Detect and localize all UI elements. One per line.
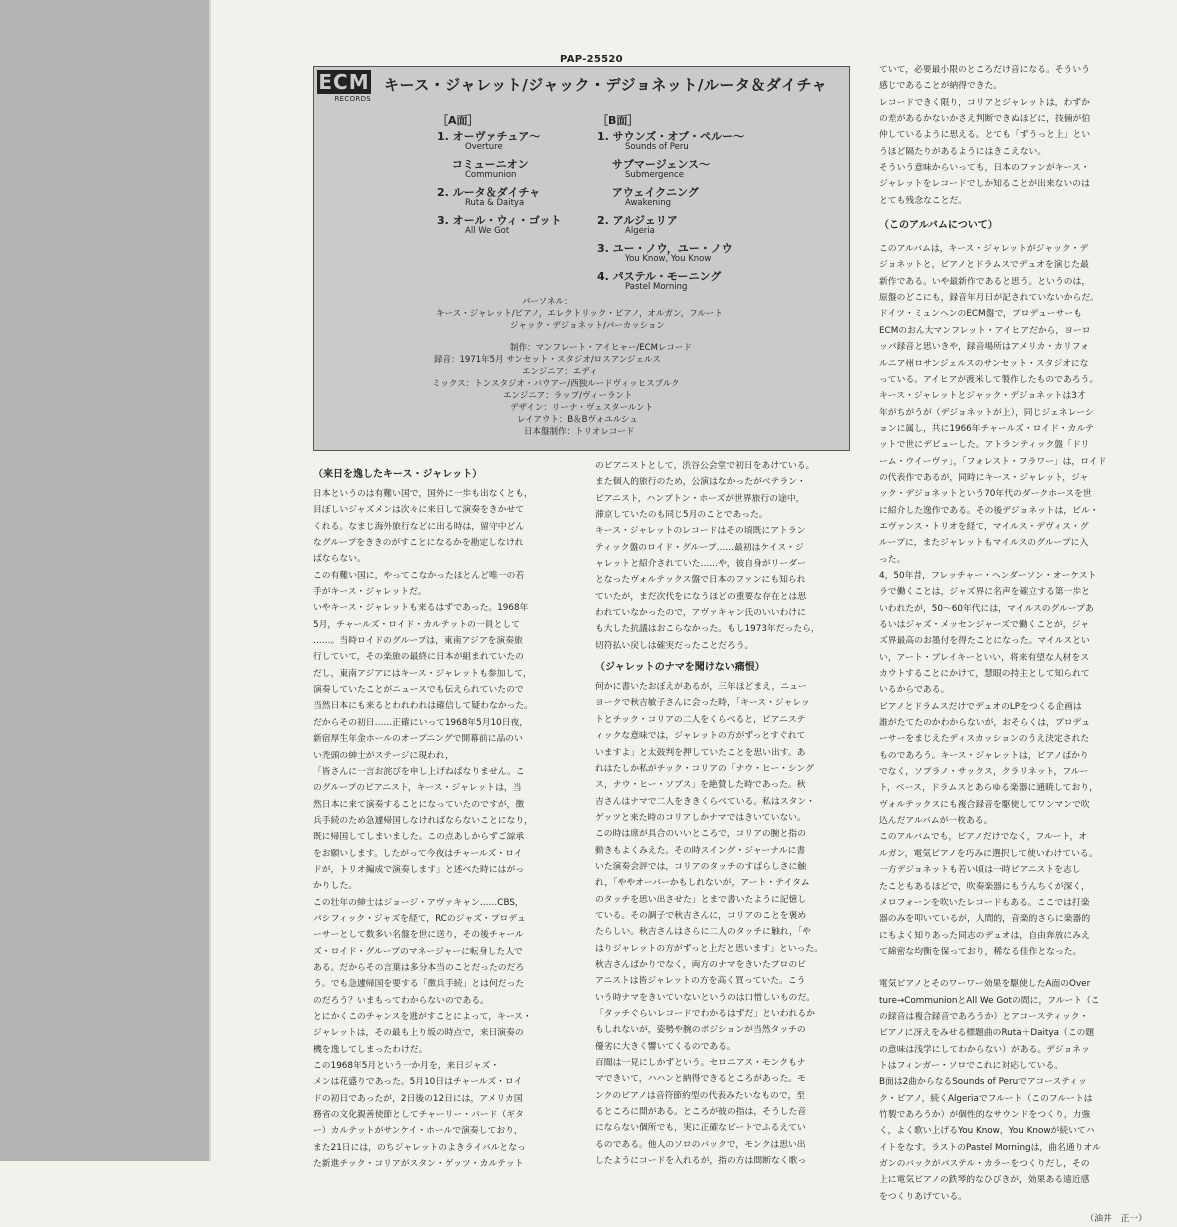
body-line: ドの初日であったが，2日後の12日には，アメリカ国 [313, 1093, 523, 1104]
liner-notes-column-3 [879, 62, 1147, 1227]
body-line: ものであろう。キース・ジャレットは，ピアノばかり [879, 750, 1089, 761]
body-line: 仲しているように思える。とても「ずうっと上」とい [879, 130, 1091, 141]
ecm-logo-mark: ECM [318, 70, 370, 94]
body-line: ピアノに冴えをみせる標題曲のRuta＋Daitya（この題 [879, 1028, 1095, 1039]
body-line: ッパ録音と思いきや，録音場所はアメリカ・カリフォ [879, 342, 1089, 353]
body-line: ある。だからその言葉は多分本当のことだったのだろ [313, 962, 525, 973]
body-line: ている。その調子で秋吉さんに，コリアのことを褒め [595, 910, 807, 921]
body-line: の意味は浅学にしてわからない）がある。デジョネッ [879, 1044, 1090, 1055]
body-line: 誰がたてたのかわからないが，おそらくは，プロデュ [879, 718, 1090, 729]
track-item [597, 243, 733, 264]
body-line: たこともあるほどで，吹奏楽器にもうんちくが深く， [879, 881, 1090, 892]
body-line: 感じであることが納得できた。 [879, 81, 1003, 92]
body-line: 「皆さんに一言お詫びを申し上げねばなりません。こ [313, 766, 525, 777]
body-line: ー）カルテットがサンケイ・ホールで演奏しており， [313, 1126, 523, 1137]
body-line: 目ぼしいジャズメンは次々に来日して演奏をきかせて [313, 505, 524, 516]
track-item [437, 159, 529, 180]
body-line: 行していて，その楽旅の最終に日本が組まれていたの [313, 652, 524, 663]
body-line: 込んだアルバムが一枚ある。 [879, 816, 993, 827]
body-line: ジャレットは，その最も上り坂の時点で，来日演奏の [313, 1028, 524, 1039]
body-line: ピアノとドラムスだけでデュオのLPをつくる企画は [879, 701, 1082, 712]
body-line: 動きもよくみえた。その時スイング・ジャーナルに書 [595, 845, 806, 856]
catalog-number: PAP-25520 [560, 54, 623, 65]
body-line: このアルバムは，キース・ジャレットがジャック・デ [879, 244, 1089, 255]
body-line: そういう意味からいっても，日本のファンがキース・ [879, 163, 1090, 174]
body-line: 優劣に大きく響いてくるのである。 [595, 1041, 736, 1052]
body-line: マできいて，ハハンと納得できるところがあった。モ [595, 1074, 806, 1085]
ecm-logo [317, 70, 371, 106]
body-line: だし，東南アジアにはキース・ジャレットも参加して， [313, 668, 532, 679]
track-title-jp: サブマージェンス～ [597, 158, 711, 171]
track-title-en: Sounds of Peru [625, 142, 689, 152]
body-line: ……。当時ロイドのグループは，東南アジアを演奏旅 [313, 636, 523, 647]
body-line: の代表作であるが，同時にキース・ジャレット，ジャ [879, 472, 1089, 483]
body-line: にならない個所でも，実に正確なビートでふるえてい [595, 1123, 806, 1134]
credit-mix-engineer: エンジニア：ラップ/ヴィーラント [503, 391, 633, 401]
body-line: のだろう？いまもってわからないのである。 [313, 995, 489, 1006]
body-line: 4，50年昔，フレッチャー・ヘンダーソン・オーケスト [879, 570, 1097, 581]
body-line: ゲッツと来た時のコリアしかナマではきいていない。 [595, 812, 806, 823]
body-line: ヨークで秋吉敏子さんに会った時，「キース・ジャレッ [595, 698, 810, 709]
personnel-jack: ジャック・デジョネット/パーカッション [510, 321, 665, 331]
body-line: にもよく知りあった同志のデュオは，自由奔放にみえ [879, 930, 1090, 941]
body-line: だからその初日……正確にいって1968年5月10日夜， [313, 717, 529, 728]
body-line: たらしい。秋吉さんはさらに二人のタッチに触れ，「や [595, 927, 812, 938]
body-line: 秋吉さんばかりでなく，両方のナマをきいたプロのピ [595, 959, 806, 970]
body-line: ト，ベース，ドラムスとあらゆる楽器に通暁しており， [879, 783, 1098, 794]
ecm-records-text: RECORDS [334, 95, 371, 103]
column2-heading: （ジャレットのナマを聞けない痛恨） [595, 662, 765, 674]
track-title-en: Communion [465, 170, 517, 180]
track-title-jp: 2. ルータ＆ダイチャ [437, 186, 541, 199]
body-line: われていなかったので，アヴァキャン氏のいいわけに [595, 608, 806, 619]
column1-heading: （来日を逸したキース・ジャレット） [313, 469, 483, 480]
track-title-jp: 3. ユー・ノウ，ユー・ノウ [597, 242, 733, 255]
body-line: て綿密な均衡を保っており，稀なる佳作となった。 [879, 946, 1082, 957]
body-line: ットで世にデビューした。アトランティック盤「ドリ [879, 440, 1090, 451]
body-line: したようにコードを入れるが，指の方は間断なく歌っ [595, 1156, 807, 1167]
body-line: 切符払い戻しは確実だったことだろう。 [595, 640, 754, 651]
body-line: のタッチを思い出させた」とまで書いたように記憶し [595, 894, 807, 905]
body-line: また個人的旅行のため，公演はなかったがベテラン・ [595, 477, 806, 488]
track-item [597, 215, 678, 236]
body-line: ループに，またジャレットもマイルスのグループに入 [879, 538, 1089, 549]
body-line: うほど隔たりがあるようにはきこえない。 [879, 146, 1047, 157]
track-title-en: Pastel Morning [625, 282, 688, 292]
body-line: ドが，トリオ編成で演奏します」と述べた時にはがっ [313, 864, 525, 875]
body-line: 器のみを叩いているが，人間的，音楽的さらに楽器的 [879, 914, 1091, 925]
body-line: も大した抗議はおこらなかった。もし1973年だったら， [595, 624, 820, 635]
body-line: ture→CommunionとAll We Gotの間に，フルート（こ [879, 995, 1100, 1006]
body-line: 「タッチぐらいレコードでわかるはずだ」といわれるか [595, 1009, 815, 1019]
body-line: くれる。なまじ海外旅行などに出る時は，留守中どん [313, 521, 525, 532]
body-line: う。でも急遽帰国を要する「徴兵手続」とは何だった [313, 979, 525, 990]
body-line: 竹製であろうか）が個性的なサウンドをつくり，力強 [879, 1109, 1091, 1120]
track-item [437, 131, 540, 152]
body-line: ンクのピアノは音符節約型の代表みたいなもので，至 [595, 1090, 806, 1101]
track-item [437, 215, 562, 236]
track-title-jp: 4. パステル・モーニング [597, 270, 722, 283]
body-line: エヴァンス・トリオを経て，マイルス・デヴィス・グ [879, 521, 1089, 532]
body-line: ルニア州ロサンジェルスのサンセット・スタジオにな [879, 358, 1089, 369]
body-line: をお願いします。したがって今夜はチャールズ・ロイ [313, 848, 523, 859]
body-line: ていたが，まだ次代をになうほどの重要な存在とは思 [595, 591, 807, 602]
body-line: この有難い国に，やってこなかったほとんど唯一の若 [313, 570, 525, 581]
credit-engineer: エンジニア：エディ [522, 367, 598, 377]
body-line: ャレットと紹介されていた……や，彼自身がリーダー [595, 559, 806, 570]
body-line: れはたしか私がチック・コリアの「ナウ・ヒー・シング [595, 763, 814, 774]
body-line: 滞京していたのも同じ5月のことであった。 [595, 510, 768, 521]
body-line: 何かに書いたおぼえがあるが，三年ほどまえ，ニュー [595, 682, 807, 693]
credit-japan-production: 日本盤制作：トリオレコード [524, 427, 635, 437]
track-title-en: Awakening [625, 198, 672, 208]
body-line: い禿頭の紳士がステージに現われ， [313, 750, 454, 761]
body-line: いわれたが，50～60年代には，マイルスのグループあ [879, 603, 1094, 614]
body-line: ばならない。 [313, 554, 366, 565]
body-line: 新作である。いや最新作であると思う。というのは， [879, 276, 1091, 287]
body-line: ズ・ロイド・グループのマネージャーに転身した人で [313, 946, 523, 957]
body-line: 兵手続のため急遽帰国しなければならないことになり， [313, 815, 533, 826]
body-line: 年がちがうが（デジョネットが上），同じジェネレーシ [879, 407, 1094, 418]
body-line: っている。アイヒアが渡米して製作したものであろう。 [879, 374, 1099, 385]
body-line: パシフィック・ジャズを経て，RCのジャズ・プロデュ [313, 913, 526, 924]
body-line: るいはジャズ・メッセンジャーズで働くことが，ジャ [879, 620, 1089, 630]
body-line: 演奏していたことがニュースでも伝えられていたので [313, 685, 524, 696]
body-line: ィックな意味では，ジャレットの方がずっとすぐれて [595, 731, 806, 742]
body-line: ECMのおん大マンフレット・アイヒアだから，ヨーロ [879, 325, 1091, 336]
author-signature: （油井 正一） [1085, 1214, 1147, 1225]
body-line: ルガン，電気ピアノを巧みに選択して使いわけている。 [879, 848, 1098, 859]
body-line: キース・ジャレットとジャック・デジョネットは3才 [879, 391, 1086, 402]
sidebar-divider [209, 0, 211, 1161]
body-line: 機を逸してしまったわけだ。 [313, 1044, 428, 1055]
body-line: となったヴォルテックス盤で日本のファンにも知られ [595, 575, 806, 586]
track-title-jp: 1. サウンズ・オブ・ペルー～ [597, 130, 745, 143]
body-line: ック・デジョネットという70年代のダークホースを世 [879, 489, 1092, 500]
track-title-en: Submergence [625, 170, 684, 180]
body-line: また21日には，のちジャレットのよきライバルとなっ [313, 1142, 526, 1153]
body-line: 百聞は一見にしかずという。セロニアス・モンクもナ [595, 1058, 806, 1069]
track-item [597, 131, 744, 152]
body-line: く，よく歌い上げるYou Know，You Knowが続いてハ [879, 1126, 1095, 1137]
track-item [597, 187, 699, 208]
body-line: 日本というのは有難い国で，国外に一歩も出なくとも， [313, 489, 533, 499]
body-line: のグループのピアニスト，キース・ジャレットは，当 [313, 783, 522, 794]
body-line: た新進チック・コリアがスタン・ゲッツ・カルテット [313, 1159, 524, 1170]
track-item [597, 159, 710, 180]
track-title-en: You Know, You Know [625, 254, 712, 264]
body-line: イトをなす。ラストのPastel Morningは，曲名通りオル [879, 1142, 1101, 1153]
body-line: この時は席が具合のいいところで，コリアの腕と指の [595, 829, 806, 840]
album-title: キース・ジャレット/ジャック・デジョネット/ルータ＆ダイチャ [384, 76, 828, 94]
body-line: 手がキース・ジャレットだ。 [313, 587, 427, 598]
body-line: 務省の文化親善使節としてチャーリー・バード（ギタ [313, 1110, 524, 1121]
body-line: ジャレットをレコードでしか知ることが出来ないのは [879, 179, 1090, 190]
body-line: ス，ナウ・ヒー・ソブス」を絶賛した時であった。秋 [595, 780, 806, 791]
body-line: レコードできく限り，コリアとジャレットは，わずか [879, 97, 1090, 108]
side-b-heading: ［B面］ [597, 114, 639, 127]
track-title-en: Overture [465, 142, 503, 152]
body-line: キース・ジャレットのレコードはその頃既にアトラン [595, 526, 806, 537]
body-line: B面は2曲からなるSounds of Peruでアコースティッ [879, 1077, 1087, 1088]
body-line: メロフォーンを吹いたレコードもある。ここでは打楽 [879, 897, 1090, 908]
body-line: 然日本に来て演奏することになっていたのですが，徴 [313, 799, 525, 810]
track-item [437, 187, 540, 208]
body-line: ドイツ・ミュンヘンのECM盤で，プロデューサーも [879, 309, 1082, 320]
body-line: トはフィンガー・ソロでこれに対応している。 [879, 1060, 1064, 1071]
body-line: 上に電気ピアノの鉄琴的なひびきが，効果ある遠近感 [879, 1175, 1090, 1186]
body-line: この壮年の紳士はジョージ・アヴァキャン……CBS， [313, 897, 524, 908]
column3-heading: （このアルバムについて） [879, 220, 998, 232]
body-line: い，アート・ブレイキーといい，将来有望な人材をス [879, 652, 1090, 663]
body-line: ク・ピアノ，続くAlgeriaでフルート（このフルートは [879, 1093, 1093, 1104]
body-line: 原盤のどこにも，録音年月日が記されていないからだ。 [879, 293, 1099, 304]
track-title-en: Algeria [625, 226, 655, 236]
body-line: ーサーとして数多い名盤を世に送り，その後チャール [313, 930, 524, 941]
body-line: ョンに属し，共に1966年チャールズ・ロイド・カルテ [879, 423, 1094, 434]
body-line: なグループをききのがすことになるかを勘定しなけれ [313, 538, 524, 549]
liner-notes-column-1 [313, 464, 581, 1172]
left-sidebar-band [0, 0, 209, 1161]
body-line: メンは花盛りであった。5月10日はチャールズ・ロイ [313, 1077, 523, 1088]
body-line: いますよ」と太鼓判を押していたことを思い出す。あ [595, 747, 806, 758]
track-item [597, 271, 721, 292]
body-line: 当然日本にも来るとわれわれは確信して疑わなかった。 [313, 701, 533, 712]
body-line: いやキース・ジャレットも来るはずであった。1968年 [313, 603, 529, 614]
body-line: ていて，必要最小限のところだけ音になる。そういう [879, 65, 1090, 75]
body-line: のピアニストとして，渋谷公会堂で初日をあけている。 [595, 461, 815, 471]
body-line: トとチック・コリアの二人をくらべると，ピアニステ [595, 714, 806, 725]
body-line: 既に帰国してしまいました。この点あしからずご諒承 [313, 832, 525, 843]
track-title-en: Ruta & Daitya [465, 198, 525, 208]
body-line: 吉さんはナマで二人をききくらべている。私はスタン・ [595, 796, 815, 807]
body-line: 5月，チャールズ・ロイド・カルテットの一員として [313, 619, 520, 630]
body-line: ガンのバックがパステル・カラーをつくりだし，その [879, 1159, 1090, 1169]
track-title-jp: 3. オール・ウィ・ゴット [437, 214, 562, 227]
body-line: ヴォルテックスにも複合録音を駆使してワンマンで吹 [879, 799, 1090, 810]
credit-producer: 制作：マンフレート・アイヒャー/ECMレコード [510, 343, 692, 353]
body-line: もしれないが，姿勢や腕のポジションが当然タッチの [595, 1025, 806, 1036]
body-line: アニストは皆ジャレットの方を高く買っていた。こう [595, 976, 806, 987]
body-line: かりした。 [313, 881, 357, 892]
body-line: の録音は複合録音であろうか）とアコースティック・ [879, 1011, 1089, 1022]
body-line: とにかくこのチャンスを逃がすことによって，キース・ [313, 1012, 532, 1022]
body-line: ジョネットと，ピアノとドラムスでデュオを演じた最 [879, 260, 1089, 271]
track-title-jp: 1. オーヴァチュア～ [437, 130, 541, 143]
side-a-heading: ［A面］ [437, 114, 479, 127]
personnel-keith: キース・ジャレット/ピアノ，エレクトリック・ピアノ，オルガン，フルート [436, 309, 723, 319]
body-line: はりジャレットの方がずっと上だと思います」といった。 [595, 943, 823, 954]
body-line: この1968年5月という一か月を，来日ジャズ・ [313, 1061, 500, 1072]
track-title-jp: 2. アルジェリア [597, 214, 678, 227]
body-line: に紹介した逸作である。その後デジョネットは，ビル・ [879, 505, 1099, 516]
body-line: ーム・ウイーヴァ」，「フォレスト・フラワー」は，ロイド [879, 456, 1107, 467]
body-line: るところに間がある。ところが彼の指は，そうした音 [595, 1107, 807, 1118]
body-line: ズ界最高のお墨付を得たことになった。マイルスとい [879, 636, 1090, 647]
body-line: ラで働くことは，ジャズ界に名声を確立する第一歩と [879, 587, 1090, 598]
body-line: とても残念なことだ。 [879, 195, 967, 206]
body-line: 一方デジョネットも若い頃は一時ピアニストを志し [879, 865, 1081, 876]
body-line: ティック盤のロイド・グループ……最初はケイス・ジ [595, 542, 804, 553]
body-line: の差があるかないかさえ判断できぬほどに，技倆が伯 [879, 114, 1091, 125]
body-line: 電気ピアノとそのワーワー効果を駆使したA面のOver [879, 979, 1091, 990]
body-line: いた演奏会評では，コリアのタッチのすばらしさに触 [595, 861, 807, 872]
credit-layout: レイアウト：B＆Bヴォユルシュ [517, 415, 638, 425]
body-line: ーサーをまじえたディスカッションのうえ決定された [879, 734, 1090, 745]
track-title-jp: コミューニオン [437, 158, 529, 171]
body-line: でなく，ソプラノ・サックス，クラリネット，フルー [879, 767, 1089, 778]
body-line: ピアニスト，ハンプトン・ホーズが世界旅行の途中， [595, 493, 805, 504]
body-line: いるからである。 [879, 685, 950, 696]
body-line: るのである。他人のソロのバックで，モンクは思い出 [595, 1139, 806, 1150]
liner-notes-column-2 [595, 458, 863, 1169]
body-line: このアルバムでも，ピアノだけでなく，フルート，オ [879, 832, 1088, 843]
track-title-en: All We Got [465, 226, 510, 236]
credit-recorded: 録音：1971年5月 サンセット・スタジオ/ロスアンジェルス [434, 355, 661, 365]
body-line: いう時ナマをきいていないというのは口惜しいものだ。 [595, 992, 815, 1003]
body-line: れ，「ややオーバーかもしれないが，アート・テイタム [595, 878, 810, 889]
body-line: をつくりあげている。 [879, 1191, 967, 1202]
credit-design: デザイン：リーナ・ヴェスタールント [510, 403, 654, 413]
credit-mix: ミックス：トンスタジオ・バウアー/西独ルードヴィッヒスブルク [432, 379, 680, 389]
track-title-jp: アウェイクニング [597, 186, 699, 199]
body-line: カウトすることにかけて，慧眼の持主として知られて [879, 669, 1090, 680]
personnel-label: パーソネル： [522, 297, 573, 307]
body-line: 新宿厚生年金ホールのオープニングで開幕前に品のい [313, 734, 523, 745]
body-line: った。 [879, 554, 906, 565]
